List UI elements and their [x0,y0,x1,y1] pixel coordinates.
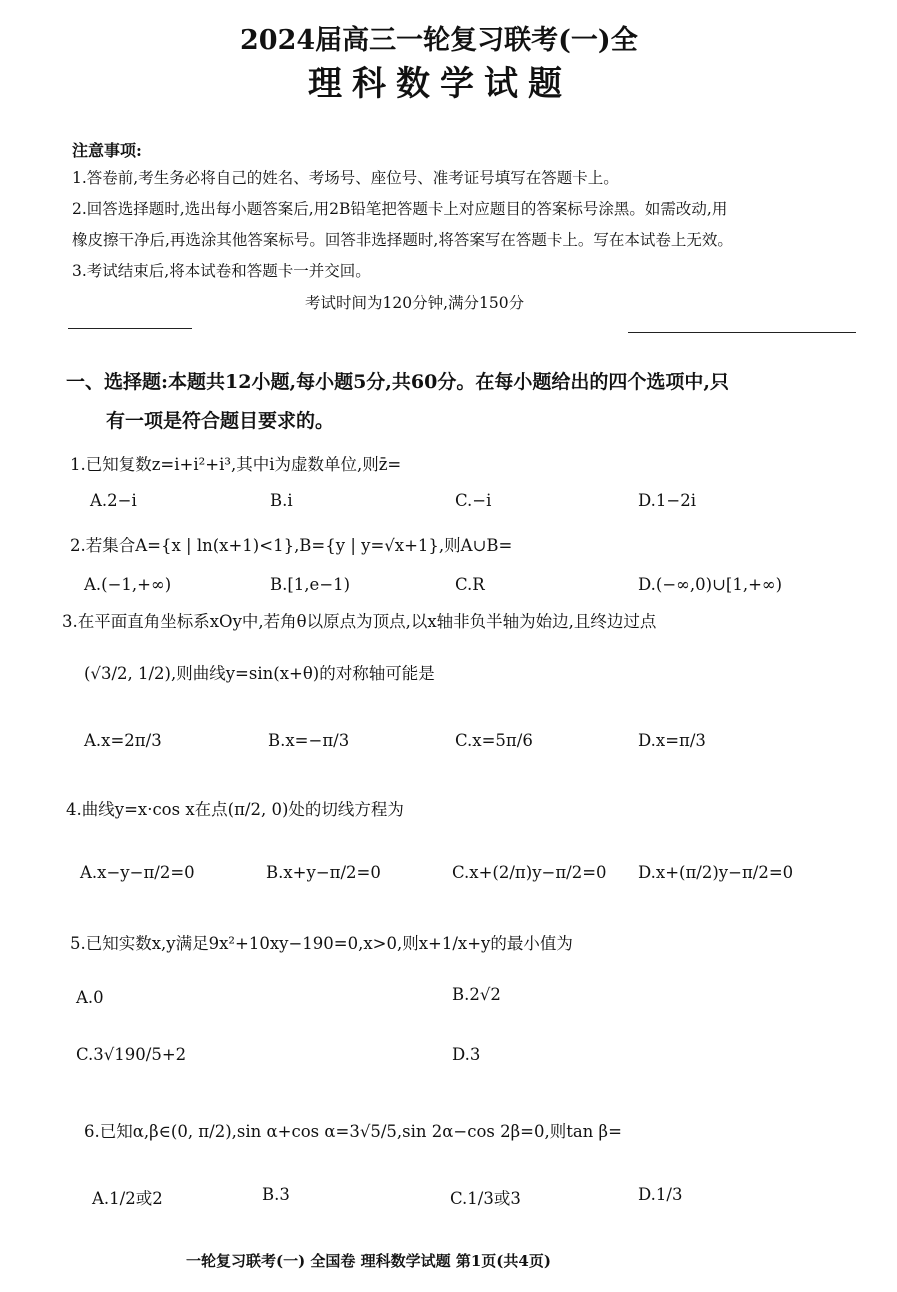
option-a: A.0 [76,988,104,1007]
option-b: B.[1,e−1) [270,575,351,594]
option-d: D.3 [452,1045,481,1064]
option-b: B.3 [262,1185,290,1204]
note-item: 2.回答选择题时,选出每小题答案后,用2B铅笔把答题卡上对应题目的答案标号涂黑。如需改动,用 [72,200,728,218]
option-c: C.R [455,575,485,594]
option-b: B.i [270,491,293,510]
option-a: A.x=2π/3 [84,731,162,750]
option-c: C.1/3或3 [450,1189,521,1208]
option-a: A.1/2或2 [92,1189,163,1208]
notes-heading: 注意事项: [72,141,142,160]
option-c: C.−i [455,491,492,510]
option-b: B.2√2 [452,985,501,1004]
note-item: 1.答卷前,考生务必将自己的姓名、考场号、座位号、准考证号填写在答题卡上。 [72,169,619,187]
section-heading: 一、选择题:本题共12小题,每小题5分,共60分。在每小题给出的四个选项中,只 [66,371,729,393]
note-item: 橡皮擦干净后,再选涂其他答案标号。回答非选择题时,将答案写在答题卡上。写在本试卷上无效。 [72,231,733,249]
option-d: D.(−∞,0)∪[1,+∞) [638,575,783,594]
option-c: C.x=5π/6 [455,731,533,750]
option-d: D.1−2i [638,491,696,510]
page-title: 理科数学试题 [308,64,572,104]
option-a: A.(−1,+∞) [84,575,172,594]
question-stem: 3.在平面直角坐标系xOy中,若角θ以原点为顶点,以x轴非负半轴为始边,且终边过点 [62,612,657,631]
option-d: D.x=π/3 [638,731,706,750]
question-stem-cont: (√3/2, 1/2),则曲线y=sin(x+θ)的对称轴可能是 [84,664,435,683]
divider-left [68,328,192,329]
option-a: A.x−y−π/2=0 [80,863,195,882]
option-a: A.2−i [90,491,137,510]
option-d: D.x+(π/2)y−π/2=0 [638,863,794,882]
option-b: B.x+y−π/2=0 [266,863,381,882]
divider-right [628,332,856,333]
question-stem: 6.已知α,β∈(0, π/2),sin α+cos α=3√5/5,sin 2α−cos 2β=0,则tan β= [84,1122,622,1141]
question-stem: 4.曲线y=x·cos x在点(π/2, 0)处的切线方程为 [66,800,404,819]
section-heading-cont: 有一项是符合题目要求的。 [106,410,335,432]
option-c: C.x+(2/π)y−π/2=0 [452,863,607,882]
option-d: D.1/3 [638,1185,683,1204]
note-item: 3.考试结束后,将本试卷和答题卡一并交回。 [72,262,371,280]
exam-info: 考试时间为120分钟,满分150分 [305,294,525,312]
question-stem: 1.已知复数z=i+i²+i³,其中i为虚数单位,则z̄= [70,455,402,474]
option-c: C.3√190/5+2 [76,1045,187,1064]
question-stem: 2.若集合A={x | ln(x+1)<1},B={y | y=√x+1},则A∪B= [70,536,513,555]
exam-series-title: 2024届高三一轮复习联考(一)全 [240,25,638,56]
option-b: B.x=−π/3 [268,731,350,750]
page-footer: 一轮复习联考(一) 全国卷 理科数学试题 第1页(共4页) [186,1252,551,1270]
question-stem: 5.已知实数x,y满足9x²+10xy−190=0,x>0,则x+1/x+y的最小值为 [70,934,573,953]
